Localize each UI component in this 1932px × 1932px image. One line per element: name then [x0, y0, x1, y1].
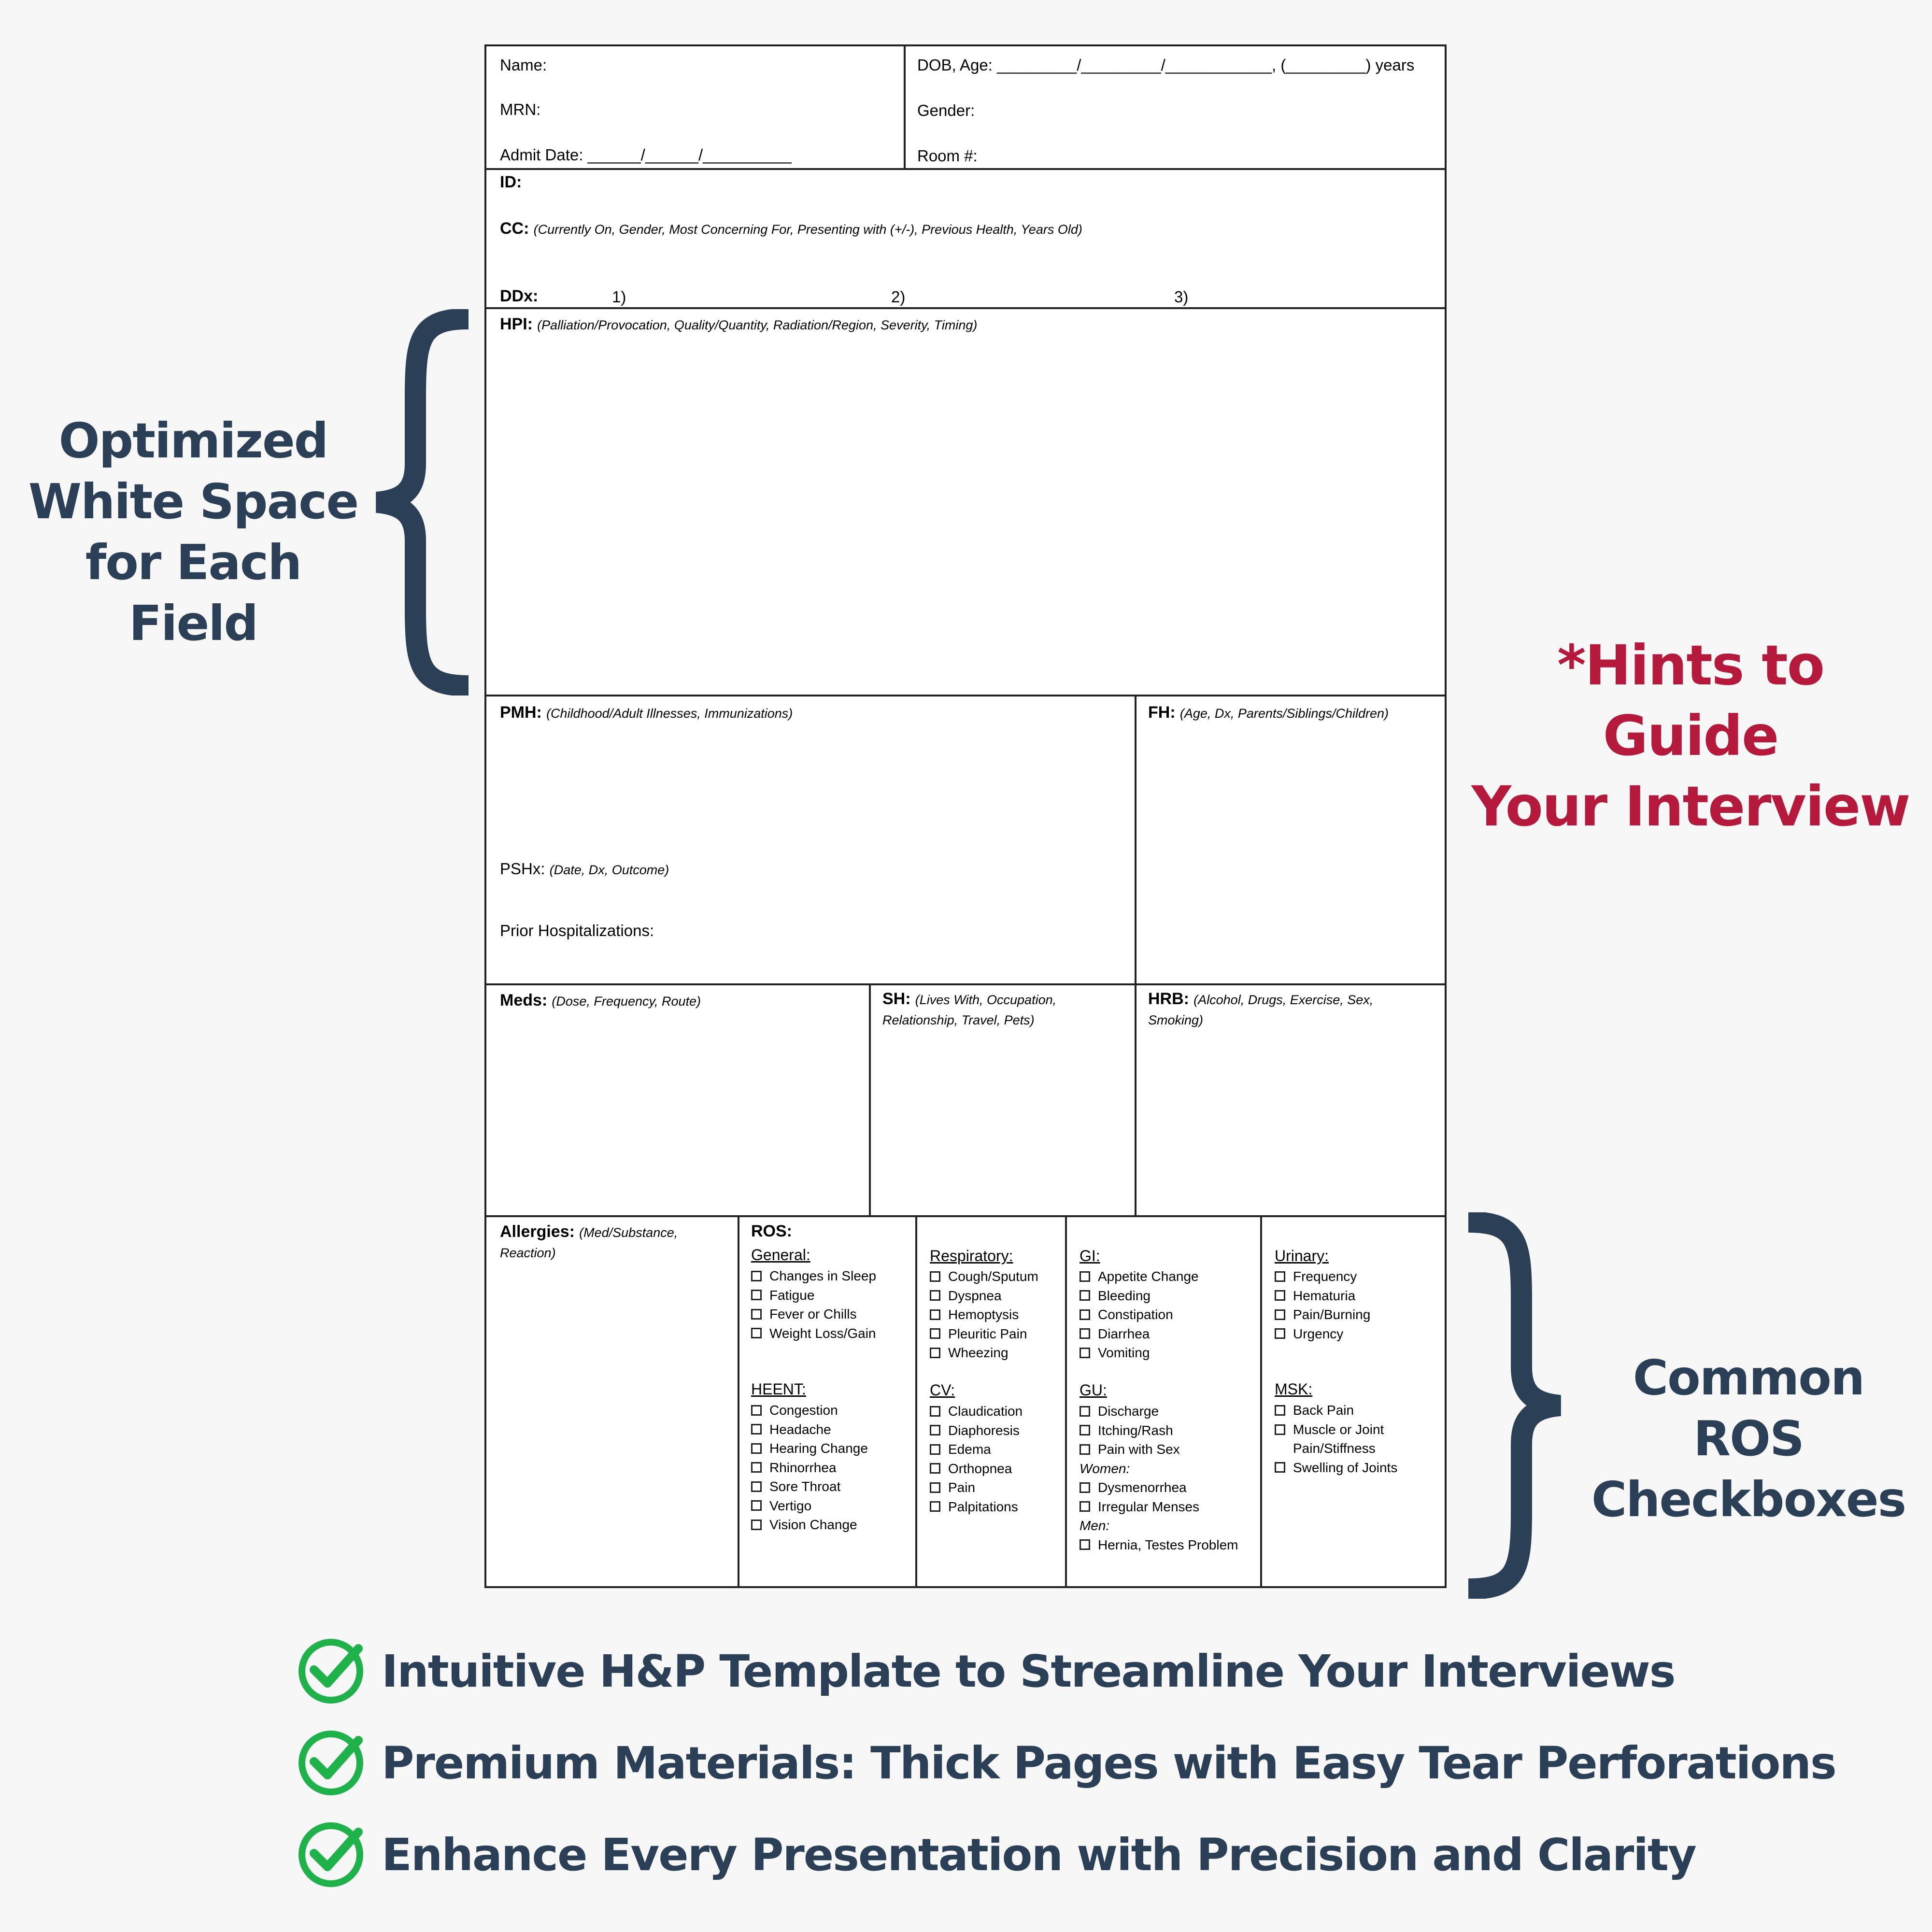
ros-item-label: Fatigue [769, 1287, 815, 1303]
ros-urinary-heading: Urinary: [1275, 1247, 1329, 1264]
checkbox[interactable] [930, 1290, 940, 1301]
divider-pmh [486, 983, 1445, 985]
fh-hint: (Age, Dx, Parents/Siblings/Children) [1179, 706, 1389, 721]
ros-checkbox-item[interactable] [930, 1421, 1023, 1440]
room-label: Room #: [917, 147, 978, 165]
checkbox[interactable] [1275, 1405, 1285, 1416]
ros-checkbox-item[interactable] [930, 1497, 1023, 1517]
prior-hospitalizations-label: Prior Hospitalizations: [500, 922, 654, 939]
ros-checkbox-item[interactable] [1275, 1420, 1420, 1458]
ddx-item-2[interactable] [891, 288, 905, 306]
checkbox[interactable] [1080, 1290, 1090, 1301]
ros-item-label: Changes in Sleep [769, 1268, 877, 1283]
ros-checkbox-item[interactable] [1080, 1267, 1199, 1286]
hpi-hint: (Palliation/Provocation, Quality/Quantity, Radiation/Region, Severity, Timing) [537, 318, 978, 332]
pmh-field[interactable] [500, 703, 793, 722]
ddx-field[interactable] [500, 287, 538, 306]
ddx-item-1-label: 1) [612, 288, 626, 306]
checkbox[interactable] [751, 1481, 762, 1492]
name-label: Name: [500, 56, 547, 74]
pshx-label: PSHx: [500, 860, 545, 878]
ros-respiratory-list [930, 1267, 1038, 1363]
checkbox[interactable] [1080, 1539, 1090, 1550]
ros-item-label: Pain [948, 1480, 976, 1495]
checkbox[interactable] [930, 1501, 940, 1512]
gender-label: Gender: [917, 101, 975, 119]
ros-item-label: Dysmenorrhea [1098, 1480, 1187, 1495]
ros-checkbox-item[interactable] [1275, 1267, 1370, 1286]
checkbox[interactable] [930, 1425, 940, 1435]
ros-gi-list [1080, 1267, 1199, 1363]
dob-age-label: DOB, Age: _________/_________/____________, (_________) years [917, 56, 1415, 74]
pshx-field[interactable] [500, 860, 669, 878]
ros-checkbox-item[interactable] [930, 1440, 1023, 1459]
ros-item-label: Edema [948, 1442, 991, 1457]
ros-item-label: Hematuria [1293, 1288, 1356, 1303]
cc-field[interactable] [500, 219, 1082, 238]
divider-id [486, 307, 1445, 309]
ros-checkbox-item[interactable] [1275, 1401, 1420, 1420]
ros-checkbox-item[interactable] [1275, 1286, 1370, 1306]
callout-hints-line-1: *Hints to Guide [1557, 633, 1824, 768]
id-field[interactable] [500, 173, 522, 192]
ros-checkbox-item[interactable] [751, 1439, 868, 1458]
ros-item-label: Vertigo [769, 1498, 812, 1513]
ros-item-label: Weight Loss/Gain [769, 1325, 876, 1341]
ros-subgroup-label [1080, 1516, 1238, 1535]
ros-checkbox-item[interactable] [1080, 1421, 1238, 1440]
hpi-field[interactable] [500, 315, 977, 334]
ros-item-label: Swelling of Joints [1293, 1460, 1398, 1475]
checkbox[interactable] [930, 1309, 940, 1320]
checkbox[interactable] [1275, 1309, 1285, 1320]
ddx-item-3[interactable] [1174, 288, 1188, 306]
checkbox[interactable] [1275, 1271, 1285, 1282]
sh-field[interactable] [882, 989, 1124, 1030]
ros-item-label: Itching/Rash [1098, 1422, 1173, 1438]
ros-item-label: Rhinorrhea [769, 1460, 837, 1475]
checkbox[interactable] [751, 1500, 762, 1511]
ros-checkbox-item[interactable] [751, 1401, 868, 1420]
prior-hospitalizations-field[interactable] [500, 922, 654, 940]
ros-checkbox-item[interactable] [1080, 1440, 1238, 1459]
ros-item-label: Wheezing [948, 1345, 1009, 1360]
ros-item-label: Hernia, Testes Problem [1098, 1537, 1238, 1552]
ddx-item-3-label: 3) [1174, 288, 1189, 306]
checkbox[interactable] [1275, 1424, 1285, 1435]
ros-subgroup-label [1080, 1459, 1238, 1478]
hrb-label: HRB: [1148, 990, 1189, 1008]
cc-hint: (Currently On, Gender, Most Concerning For, Presenting with (+/-), Previous Health, Years Old) [533, 222, 1082, 237]
ros-item-label: Back Pain [1293, 1403, 1354, 1418]
admit-date-label: Admit Date: ______/______/__________ [500, 146, 792, 164]
fh-label: FH: [1148, 703, 1176, 722]
pmh-hint: (Childhood/Adult Illnesses, Immunizations) [546, 706, 793, 721]
ros-item-label: Congestion [769, 1403, 838, 1418]
ros-item-label: Fever or Chills [769, 1307, 857, 1321]
divider-header-v [904, 46, 906, 168]
ros-item-label: Pleuritic Pain [948, 1326, 1027, 1341]
ros-checkbox-item[interactable] [1080, 1535, 1238, 1555]
ros-subgroup-label-text: Women: [1080, 1461, 1130, 1476]
ros-item-label: Pain/Burning [1293, 1307, 1371, 1322]
feature-bullet-3-text: Enhance Every Presentation with Precision and Clarity [382, 1829, 1696, 1881]
ros-checkbox-item[interactable] [1275, 1458, 1420, 1477]
divider-ros-2 [1065, 1215, 1067, 1586]
checkbox[interactable] [930, 1482, 940, 1493]
ros-heent-heading: HEENT: [751, 1380, 806, 1398]
dob-age-field[interactable] [917, 56, 1414, 74]
ros-checkbox-item[interactable] [1275, 1324, 1370, 1344]
checkbox[interactable] [1080, 1348, 1090, 1358]
feature-bullet-1-text: Intuitive H&P Template to Streamline Your Interviews [382, 1645, 1675, 1697]
ros-heent-list [751, 1401, 868, 1534]
divider-ros-3 [1260, 1215, 1262, 1586]
checkbox[interactable] [1275, 1462, 1285, 1473]
callout-white-space-line-3: for Each Field [85, 534, 301, 652]
ros-checkbox-item[interactable] [751, 1324, 876, 1343]
ros-cv-list [930, 1402, 1023, 1516]
divider-pmh-fh [1135, 695, 1136, 1216]
ros-item-label: Vomiting [1098, 1345, 1150, 1360]
checkbox[interactable] [930, 1348, 940, 1358]
checkbox[interactable] [1080, 1309, 1090, 1320]
ros-checkbox-item[interactable] [751, 1266, 876, 1286]
ddx-label: DDx: [500, 287, 539, 305]
checkbox[interactable] [751, 1443, 762, 1454]
sh-label: SH: [882, 990, 911, 1008]
checkbox[interactable] [1275, 1328, 1285, 1339]
checkbox[interactable] [751, 1290, 762, 1300]
ros-item-label: Sore Throat [769, 1479, 841, 1494]
ros-msk-list [1275, 1401, 1420, 1477]
checkbox[interactable] [751, 1309, 762, 1320]
ros-cv-heading: CV: [930, 1381, 955, 1399]
ros-checkbox-item[interactable] [751, 1477, 868, 1496]
meds-hint: (Dose, Frequency, Route) [552, 994, 701, 1009]
ros-general-list [751, 1266, 876, 1343]
checkbox[interactable] [930, 1271, 940, 1282]
ros-checkbox-item[interactable] [1080, 1343, 1199, 1363]
ros-respiratory-heading: Respiratory: [930, 1247, 1013, 1264]
checkbox[interactable] [751, 1520, 762, 1530]
checkbox[interactable] [1080, 1425, 1090, 1435]
feature-bullets [295, 1635, 1836, 1910]
hpi-label: HPI: [500, 315, 533, 333]
callout-white-space [19, 411, 367, 654]
checkbox[interactable] [1080, 1501, 1090, 1512]
ros-msk-heading: MSK: [1275, 1380, 1313, 1398]
ros-item-label: Pain with Sex [1098, 1442, 1180, 1457]
divider-meds-sh [869, 983, 871, 1216]
divider-hpi [486, 695, 1445, 696]
checkbox[interactable] [751, 1271, 762, 1281]
feature-bullet-2 [295, 1727, 1836, 1799]
mrn-label: MRN: [500, 100, 541, 118]
ros-gu-heading: GU: [1080, 1381, 1107, 1399]
callout-ros-checkboxes [1575, 1348, 1922, 1530]
cc-label: CC: [500, 219, 529, 238]
ros-checkbox-item[interactable] [751, 1420, 868, 1439]
ros-gu-list [1080, 1402, 1238, 1554]
ros-item-label: Palpitations [948, 1499, 1018, 1514]
checkbox[interactable] [1080, 1482, 1090, 1493]
checkbox[interactable] [1080, 1328, 1090, 1339]
feature-bullet-1 [295, 1635, 1836, 1707]
ros-checkbox-item[interactable] [1080, 1324, 1199, 1344]
ros-item-label: Bleeding [1098, 1288, 1151, 1303]
divider-allergies-ros [738, 1215, 739, 1586]
checkbox[interactable] [930, 1406, 940, 1417]
ros-checkbox-item[interactable] [1275, 1305, 1370, 1324]
ros-item-label: Cough/Sputum [948, 1269, 1038, 1284]
ros-checkbox-item[interactable] [930, 1286, 1038, 1306]
ros-checkbox-item[interactable] [1080, 1286, 1199, 1306]
ros-checkbox-item[interactable] [1080, 1497, 1238, 1517]
ros-item-label: Hemoptysis [948, 1307, 1019, 1322]
ros-item-label: Diaphoresis [948, 1422, 1020, 1438]
ros-label: ROS: [751, 1222, 792, 1240]
divider-ros-1 [915, 1215, 917, 1586]
ros-checkbox-item[interactable] [930, 1324, 1038, 1344]
checkbox[interactable] [751, 1328, 762, 1338]
checkbox[interactable] [1080, 1406, 1090, 1417]
ros-item-label: Muscle or Joint Pain/Stiffness [1293, 1421, 1384, 1456]
ros-item-label: Frequency [1293, 1269, 1357, 1284]
callout-ros-line-2: Checkboxes [1591, 1471, 1906, 1528]
divider-header [486, 168, 1445, 170]
ros-item-label: Appetite Change [1098, 1269, 1199, 1284]
ros-item-label: Urgency [1293, 1326, 1344, 1341]
meds-label: Meds: [500, 991, 548, 1009]
right-brace-icon [1463, 1212, 1579, 1599]
ros-checkbox-item[interactable] [751, 1515, 868, 1534]
ros-checkbox-item[interactable] [751, 1305, 876, 1324]
ros-general-heading: General: [751, 1246, 810, 1264]
ddx-item-1[interactable] [612, 288, 626, 306]
ros-checkbox-item[interactable] [930, 1305, 1038, 1324]
checkbox[interactable] [751, 1424, 762, 1435]
checkbox[interactable] [751, 1405, 762, 1416]
check-circle-icon [295, 1727, 367, 1799]
pshx-hint: (Date, Dx, Outcome) [549, 863, 669, 877]
ros-item-label: Diarrhea [1098, 1326, 1150, 1341]
callout-hints-line-2: Your Interview [1471, 774, 1910, 838]
ddx-item-2-label: 2) [891, 288, 906, 306]
left-brace-icon [357, 309, 473, 696]
checkbox[interactable] [930, 1444, 940, 1455]
ros-checkbox-item[interactable] [930, 1478, 1023, 1497]
checkbox[interactable] [930, 1463, 940, 1474]
ros-checkbox-item[interactable] [930, 1459, 1023, 1478]
ros-item-label: Constipation [1098, 1307, 1173, 1322]
allergies-label: Allergies: [500, 1222, 575, 1241]
checkbox[interactable] [751, 1462, 762, 1473]
divider-meds [486, 1215, 1445, 1217]
ros-urinary-list [1275, 1267, 1370, 1343]
feature-bullet-2-text: Premium Materials: Thick Pages with Easy Tear Perforations [382, 1737, 1836, 1789]
ros-item-label: Claudication [948, 1404, 1023, 1419]
pmh-label: PMH: [500, 703, 542, 722]
ros-item-label: Vision Change [769, 1517, 857, 1532]
callout-ros-line-1: Common ROS [1633, 1350, 1864, 1467]
allergies-field[interactable] [500, 1222, 727, 1263]
ros-checkbox-item[interactable] [1080, 1402, 1238, 1421]
ros-item-label: Dyspnea [948, 1288, 1002, 1303]
hrb-hint: (Alcohol, Drugs, Exercise, Sex, Smoking) [1148, 993, 1374, 1027]
mrn-field[interactable] [500, 100, 540, 119]
id-label: ID: [500, 173, 522, 191]
sh-hint: (Lives With, Occupation, Relationship, Travel, Pets) [882, 993, 1057, 1027]
ros-subgroup-label-text: Men: [1080, 1518, 1110, 1533]
check-circle-icon [295, 1818, 367, 1891]
fh-field[interactable] [1148, 703, 1389, 722]
checkbox[interactable] [930, 1328, 940, 1339]
ros-gi-heading: GI: [1080, 1247, 1100, 1264]
ros-item-label: Discharge [1098, 1404, 1159, 1419]
ros-checkbox-item[interactable] [751, 1496, 868, 1516]
name-field[interactable] [500, 56, 547, 74]
ros-checkbox-item[interactable] [751, 1458, 868, 1477]
ros-checkbox-item[interactable] [1080, 1478, 1238, 1497]
ros-item-label: Headache [769, 1421, 831, 1437]
checkbox[interactable] [1080, 1271, 1090, 1282]
hrb-field[interactable] [1148, 989, 1419, 1030]
checkbox[interactable] [1080, 1444, 1090, 1455]
gender-field[interactable] [917, 101, 975, 120]
ros-checkbox-item[interactable] [1080, 1305, 1199, 1324]
room-field[interactable] [917, 147, 978, 165]
callout-white-space-line-2: White Space [28, 473, 358, 530]
ros-item-label: Irregular Menses [1098, 1499, 1200, 1514]
ros-item-label: Orthopnea [948, 1461, 1012, 1476]
checkbox[interactable] [1275, 1290, 1285, 1301]
ros-checkbox-item[interactable] [930, 1343, 1038, 1363]
meds-field[interactable] [500, 991, 701, 1010]
admit-date-field[interactable] [500, 146, 792, 164]
feature-bullet-3 [295, 1818, 1836, 1891]
callout-white-space-line-1: Optimized [58, 412, 328, 469]
ros-checkbox-item[interactable] [751, 1286, 876, 1305]
hp-form-sheet [484, 44, 1447, 1588]
ros-checkbox-item[interactable] [930, 1267, 1038, 1286]
ros-item-label: Hearing Change [769, 1441, 868, 1456]
check-circle-icon [295, 1635, 367, 1707]
allergies-hint: (Med/Substance, Reaction) [500, 1225, 678, 1260]
callout-hints [1468, 630, 1913, 842]
ros-checkbox-item[interactable] [930, 1402, 1023, 1421]
